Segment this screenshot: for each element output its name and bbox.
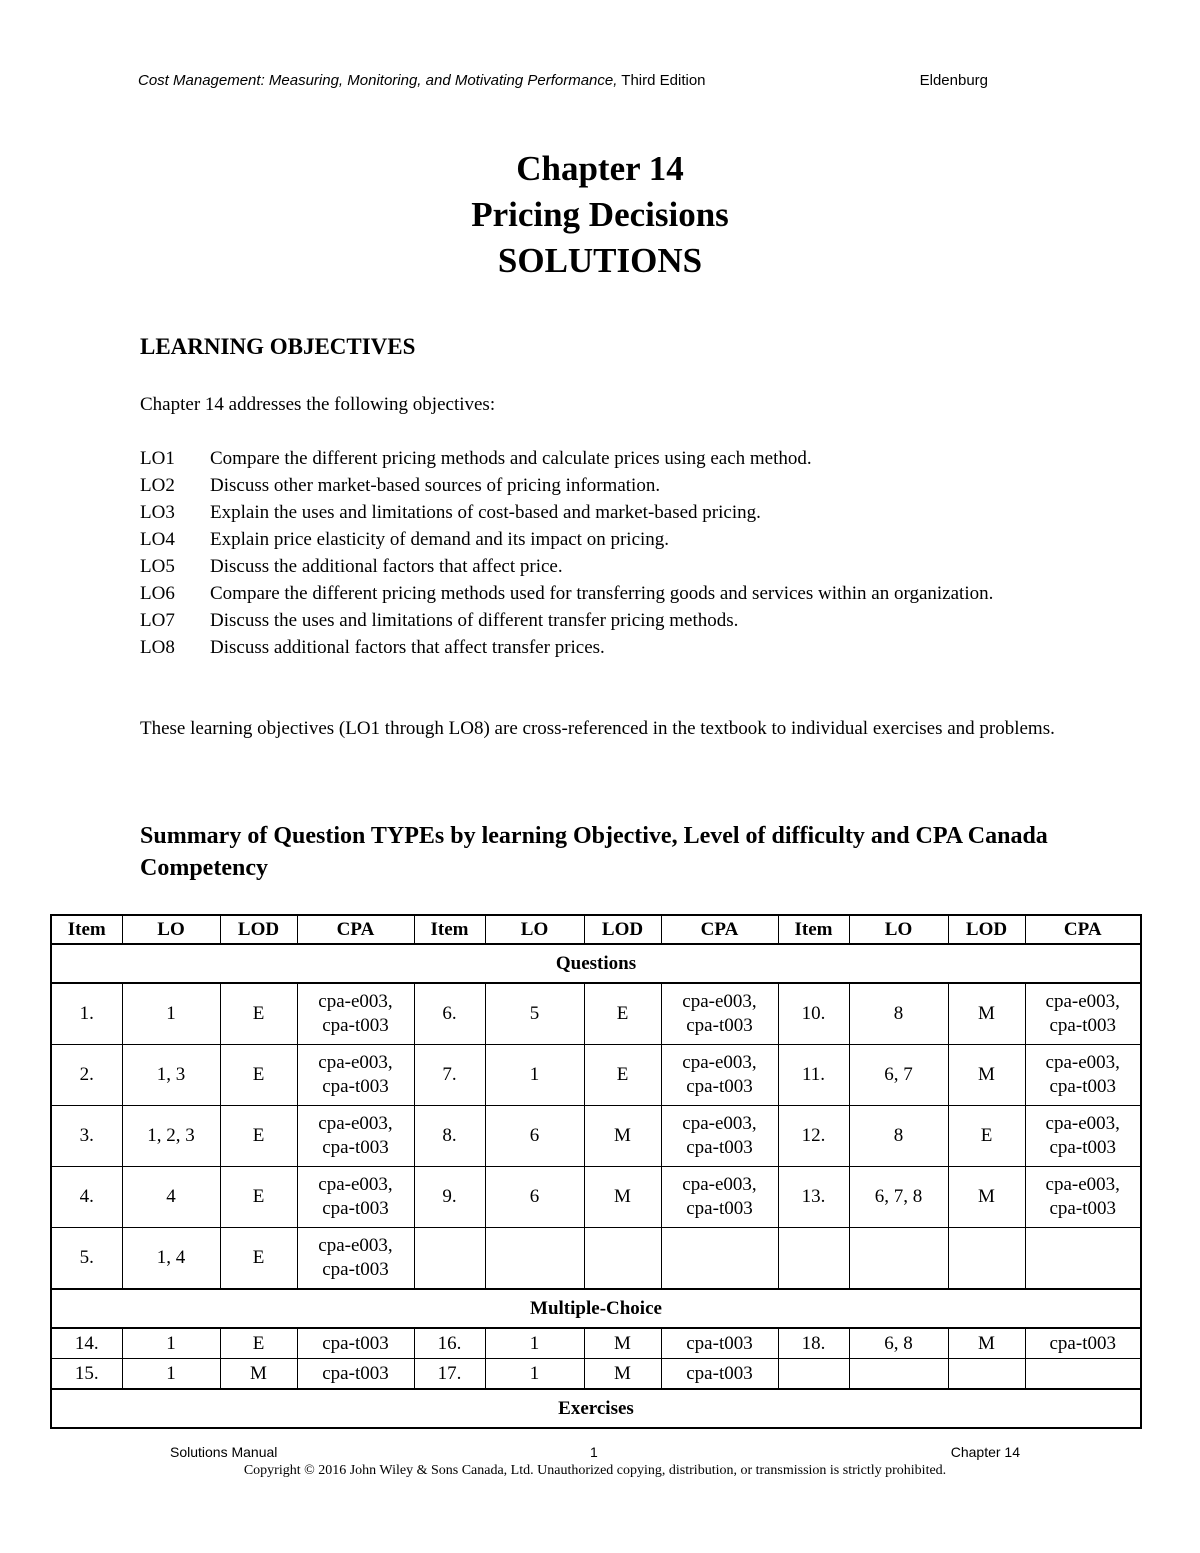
lod-cell: M <box>584 1106 661 1167</box>
cpa-code: cpa-e003, <box>318 1174 393 1195</box>
page-number: 1 <box>590 1444 598 1460</box>
lod-cell: E <box>220 983 297 1045</box>
cpa-code: cpa-e003, <box>682 1113 757 1134</box>
list-item <box>140 499 1070 526</box>
column-header: LO <box>122 915 220 944</box>
column-header: Item <box>414 915 485 944</box>
cpa-code: cpa-t003 <box>322 1259 389 1280</box>
item-cell <box>414 1228 485 1290</box>
section-label: Questions <box>51 944 1141 983</box>
cpa-cell <box>297 983 414 1045</box>
cpa-code: cpa-t003 <box>686 1015 753 1036</box>
cpa-cell <box>1025 1167 1141 1228</box>
column-header: LO <box>849 915 948 944</box>
cpa-cell: cpa-t003 <box>297 1359 414 1390</box>
learning-objectives-heading: LEARNING OBJECTIVES <box>140 334 416 359</box>
cpa-code: cpa-e003, <box>1045 1113 1120 1134</box>
column-header: LOD <box>948 915 1025 944</box>
table-row <box>51 1167 1141 1228</box>
cpa-cell <box>1025 1106 1141 1167</box>
item-cell <box>778 1359 849 1390</box>
section-row-questions <box>51 944 1141 983</box>
cpa-cell: cpa-t003 <box>297 1328 414 1359</box>
objectives-intro: Chapter 14 addresses the following objectives: <box>140 394 496 415</box>
item-cell <box>778 1228 849 1290</box>
cpa-code: cpa-t003 <box>322 1076 389 1097</box>
lo-cell: 6 <box>485 1106 584 1167</box>
lod-cell: M <box>220 1359 297 1390</box>
item-cell: 10. <box>778 983 849 1045</box>
objective-code: LO2 <box>140 475 175 496</box>
item-cell: 14. <box>51 1328 122 1359</box>
table-row <box>51 1106 1141 1167</box>
cpa-code: cpa-t003 <box>1049 1137 1116 1158</box>
lo-cell: 1 <box>485 1045 584 1106</box>
lod-cell: E <box>584 983 661 1045</box>
cpa-code: cpa-e003, <box>318 1235 393 1256</box>
lo-cell <box>849 1359 948 1390</box>
item-cell: 4. <box>51 1167 122 1228</box>
objective-text: Discuss other market-based sources of pricing information. <box>210 475 661 496</box>
cpa-code: cpa-e003, <box>318 1113 393 1134</box>
lod-cell <box>948 1228 1025 1290</box>
list-item <box>140 580 1070 607</box>
lo-cell: 4 <box>122 1167 220 1228</box>
column-header: CPA <box>297 915 414 944</box>
chapter-name: Pricing Decisions <box>471 195 729 234</box>
multiple-choice-rows <box>51 1328 1141 1389</box>
lod-cell: M <box>948 1045 1025 1106</box>
column-header: LOD <box>584 915 661 944</box>
cpa-code: cpa-t003 <box>686 1137 753 1158</box>
objectives-list <box>140 445 1070 661</box>
cpa-code: cpa-t003 <box>322 1015 389 1036</box>
lo-cell: 6, 7, 8 <box>849 1167 948 1228</box>
table-row <box>51 1359 1141 1390</box>
section-row-multiple-choice <box>51 1289 1141 1328</box>
chapter-title-block <box>0 146 1200 284</box>
column-header: Item <box>51 915 122 944</box>
lo-cell: 1 <box>485 1359 584 1390</box>
lo-cell: 6 <box>485 1167 584 1228</box>
cpa-code: cpa-e003, <box>1045 991 1120 1012</box>
lo-cell: 6, 7 <box>849 1045 948 1106</box>
lod-cell: M <box>584 1167 661 1228</box>
cpa-cell: cpa-t003 <box>1025 1328 1141 1359</box>
lo-cell: 1 <box>122 1328 220 1359</box>
lo-cell: 1, 3 <box>122 1045 220 1106</box>
objective-text: Discuss the additional factors that affect price. <box>210 556 563 577</box>
cpa-cell <box>1025 983 1141 1045</box>
table-header-row <box>51 915 1141 944</box>
lo-cell <box>485 1228 584 1290</box>
list-item <box>140 472 1070 499</box>
item-cell: 16. <box>414 1328 485 1359</box>
copyright: Copyright © 2016 John Wiley & Sons Canada, Ltd. Unauthorized copying, distribution, or transmission is strictly prohibited. <box>243 1463 947 1478</box>
objective-text: Explain price elasticity of demand and its impact on pricing. <box>210 529 670 550</box>
cpa-cell <box>297 1167 414 1228</box>
objective-text: Compare the different pricing methods and calculate prices using each method. <box>210 448 812 469</box>
objective-code: LO6 <box>140 583 175 604</box>
footer-right: Chapter 14 <box>950 1444 1020 1460</box>
lod-cell: M <box>948 983 1025 1045</box>
chapter-number: Chapter 14 <box>516 149 684 188</box>
cpa-code: cpa-t003 <box>686 1198 753 1219</box>
lo-cell: 1 <box>122 1359 220 1390</box>
lo-cell: 6, 8 <box>849 1328 948 1359</box>
objective-code: LO7 <box>140 610 175 631</box>
item-cell: 12. <box>778 1106 849 1167</box>
book-title <box>138 72 706 89</box>
lod-cell: E <box>220 1167 297 1228</box>
table-row <box>51 1228 1141 1290</box>
author: Eldenburg <box>919 72 988 89</box>
lo-cell: 5 <box>485 983 584 1045</box>
lod-cell <box>948 1359 1025 1390</box>
cpa-cell <box>661 1045 778 1106</box>
item-cell: 5. <box>51 1228 122 1290</box>
item-cell: 13. <box>778 1167 849 1228</box>
item-cell: 6. <box>414 983 485 1045</box>
item-cell: 11. <box>778 1045 849 1106</box>
column-header: Item <box>778 915 849 944</box>
section-label: Exercises <box>51 1389 1141 1428</box>
lod-cell: E <box>948 1106 1025 1167</box>
lod-cell: M <box>584 1359 661 1390</box>
table-row <box>51 983 1141 1045</box>
objective-text: Discuss the uses and limitations of different transfer pricing methods. <box>210 610 739 631</box>
lod-cell: M <box>948 1167 1025 1228</box>
cpa-code: cpa-t003 <box>1049 1015 1116 1036</box>
lo-cell: 8 <box>849 983 948 1045</box>
column-header: CPA <box>1025 915 1141 944</box>
cpa-cell <box>297 1106 414 1167</box>
page-footer <box>170 1444 1020 1484</box>
objective-text: Compare the different pricing methods used for transferring goods and services within an organization. <box>210 583 994 604</box>
chapter-subtitle: SOLUTIONS <box>497 241 703 280</box>
item-cell: 17. <box>414 1359 485 1390</box>
cpa-code: cpa-t003 <box>1049 1076 1116 1097</box>
cpa-code: cpa-t003 <box>686 1076 753 1097</box>
book-edition: Third Edition <box>617 72 706 89</box>
cpa-cell <box>661 1228 778 1290</box>
objective-code: LO1 <box>140 448 175 469</box>
running-header <box>138 72 988 92</box>
lod-cell <box>584 1228 661 1290</box>
cpa-cell <box>661 983 778 1045</box>
cpa-cell <box>1025 1359 1141 1390</box>
list-item <box>140 445 1070 472</box>
lo-cell: 1 <box>485 1328 584 1359</box>
cpa-code: cpa-t003 <box>1049 1198 1116 1219</box>
item-cell: 7. <box>414 1045 485 1106</box>
objective-code: LO3 <box>140 502 175 523</box>
cpa-cell <box>297 1045 414 1106</box>
objective-code: LO4 <box>140 529 175 550</box>
lod-cell: M <box>584 1328 661 1359</box>
list-item <box>140 526 1070 553</box>
cpa-code: cpa-e003, <box>1045 1052 1120 1073</box>
lo-cell: 1, 4 <box>122 1228 220 1290</box>
section-row-exercises <box>51 1389 1141 1428</box>
objective-code: LO8 <box>140 637 175 658</box>
table-row <box>51 1045 1141 1106</box>
footer-left: Solutions Manual <box>170 1444 278 1460</box>
summary-heading: Summary of Question TYPEs by learning Objective, Level of difficulty and CPA Canada Competency <box>140 823 1048 881</box>
list-item <box>140 553 1070 580</box>
lod-cell: M <box>948 1328 1025 1359</box>
lod-cell: E <box>220 1045 297 1106</box>
book-title-italic: Cost Management: Measuring, Monitoring, and Motivating Performance, <box>138 72 618 89</box>
objective-text: Explain the uses and limitations of cost-based and market-based pricing. <box>210 502 761 523</box>
lo-cell: 8 <box>849 1106 948 1167</box>
cpa-code: cpa-e003, <box>682 1052 757 1073</box>
lod-cell: E <box>220 1106 297 1167</box>
cpa-code: cpa-e003, <box>1045 1174 1120 1195</box>
column-header: CPA <box>661 915 778 944</box>
cpa-code: cpa-e003, <box>318 991 393 1012</box>
objective-code: LO5 <box>140 556 175 577</box>
cpa-cell <box>661 1167 778 1228</box>
cpa-code: cpa-t003 <box>322 1137 389 1158</box>
item-cell: 8. <box>414 1106 485 1167</box>
cpa-code: cpa-t003 <box>322 1198 389 1219</box>
table-row <box>51 1328 1141 1359</box>
lo-cell: 1, 2, 3 <box>122 1106 220 1167</box>
section-label: Multiple-Choice <box>51 1289 1141 1328</box>
item-cell: 15. <box>51 1359 122 1390</box>
column-header: LO <box>485 915 584 944</box>
cpa-cell <box>297 1228 414 1290</box>
cpa-code: cpa-e003, <box>682 991 757 1012</box>
cpa-code: cpa-e003, <box>682 1174 757 1195</box>
item-cell: 9. <box>414 1167 485 1228</box>
lo-cell: 1 <box>122 983 220 1045</box>
item-cell: 2. <box>51 1045 122 1106</box>
summary-table <box>50 914 1142 1429</box>
lod-cell: E <box>220 1328 297 1359</box>
item-cell: 1. <box>51 983 122 1045</box>
list-item <box>140 634 1070 661</box>
item-cell: 18. <box>778 1328 849 1359</box>
cpa-cell <box>1025 1228 1141 1290</box>
cpa-code: cpa-e003, <box>318 1052 393 1073</box>
cpa-cell: cpa-t003 <box>661 1328 778 1359</box>
lo-cell <box>849 1228 948 1290</box>
lod-cell: E <box>584 1045 661 1106</box>
cpa-cell: cpa-t003 <box>661 1359 778 1390</box>
lod-cell: E <box>220 1228 297 1290</box>
cpa-cell <box>661 1106 778 1167</box>
cpa-cell <box>1025 1045 1141 1106</box>
item-cell: 3. <box>51 1106 122 1167</box>
list-item <box>140 607 1070 634</box>
column-header: LOD <box>220 915 297 944</box>
question-rows <box>51 983 1141 1289</box>
objectives-closing: These learning objectives (LO1 through LO8) are cross-referenced in the textbook to individual exercises and problems. <box>140 718 1055 739</box>
objective-text: Discuss additional factors that affect transfer prices. <box>210 637 605 658</box>
